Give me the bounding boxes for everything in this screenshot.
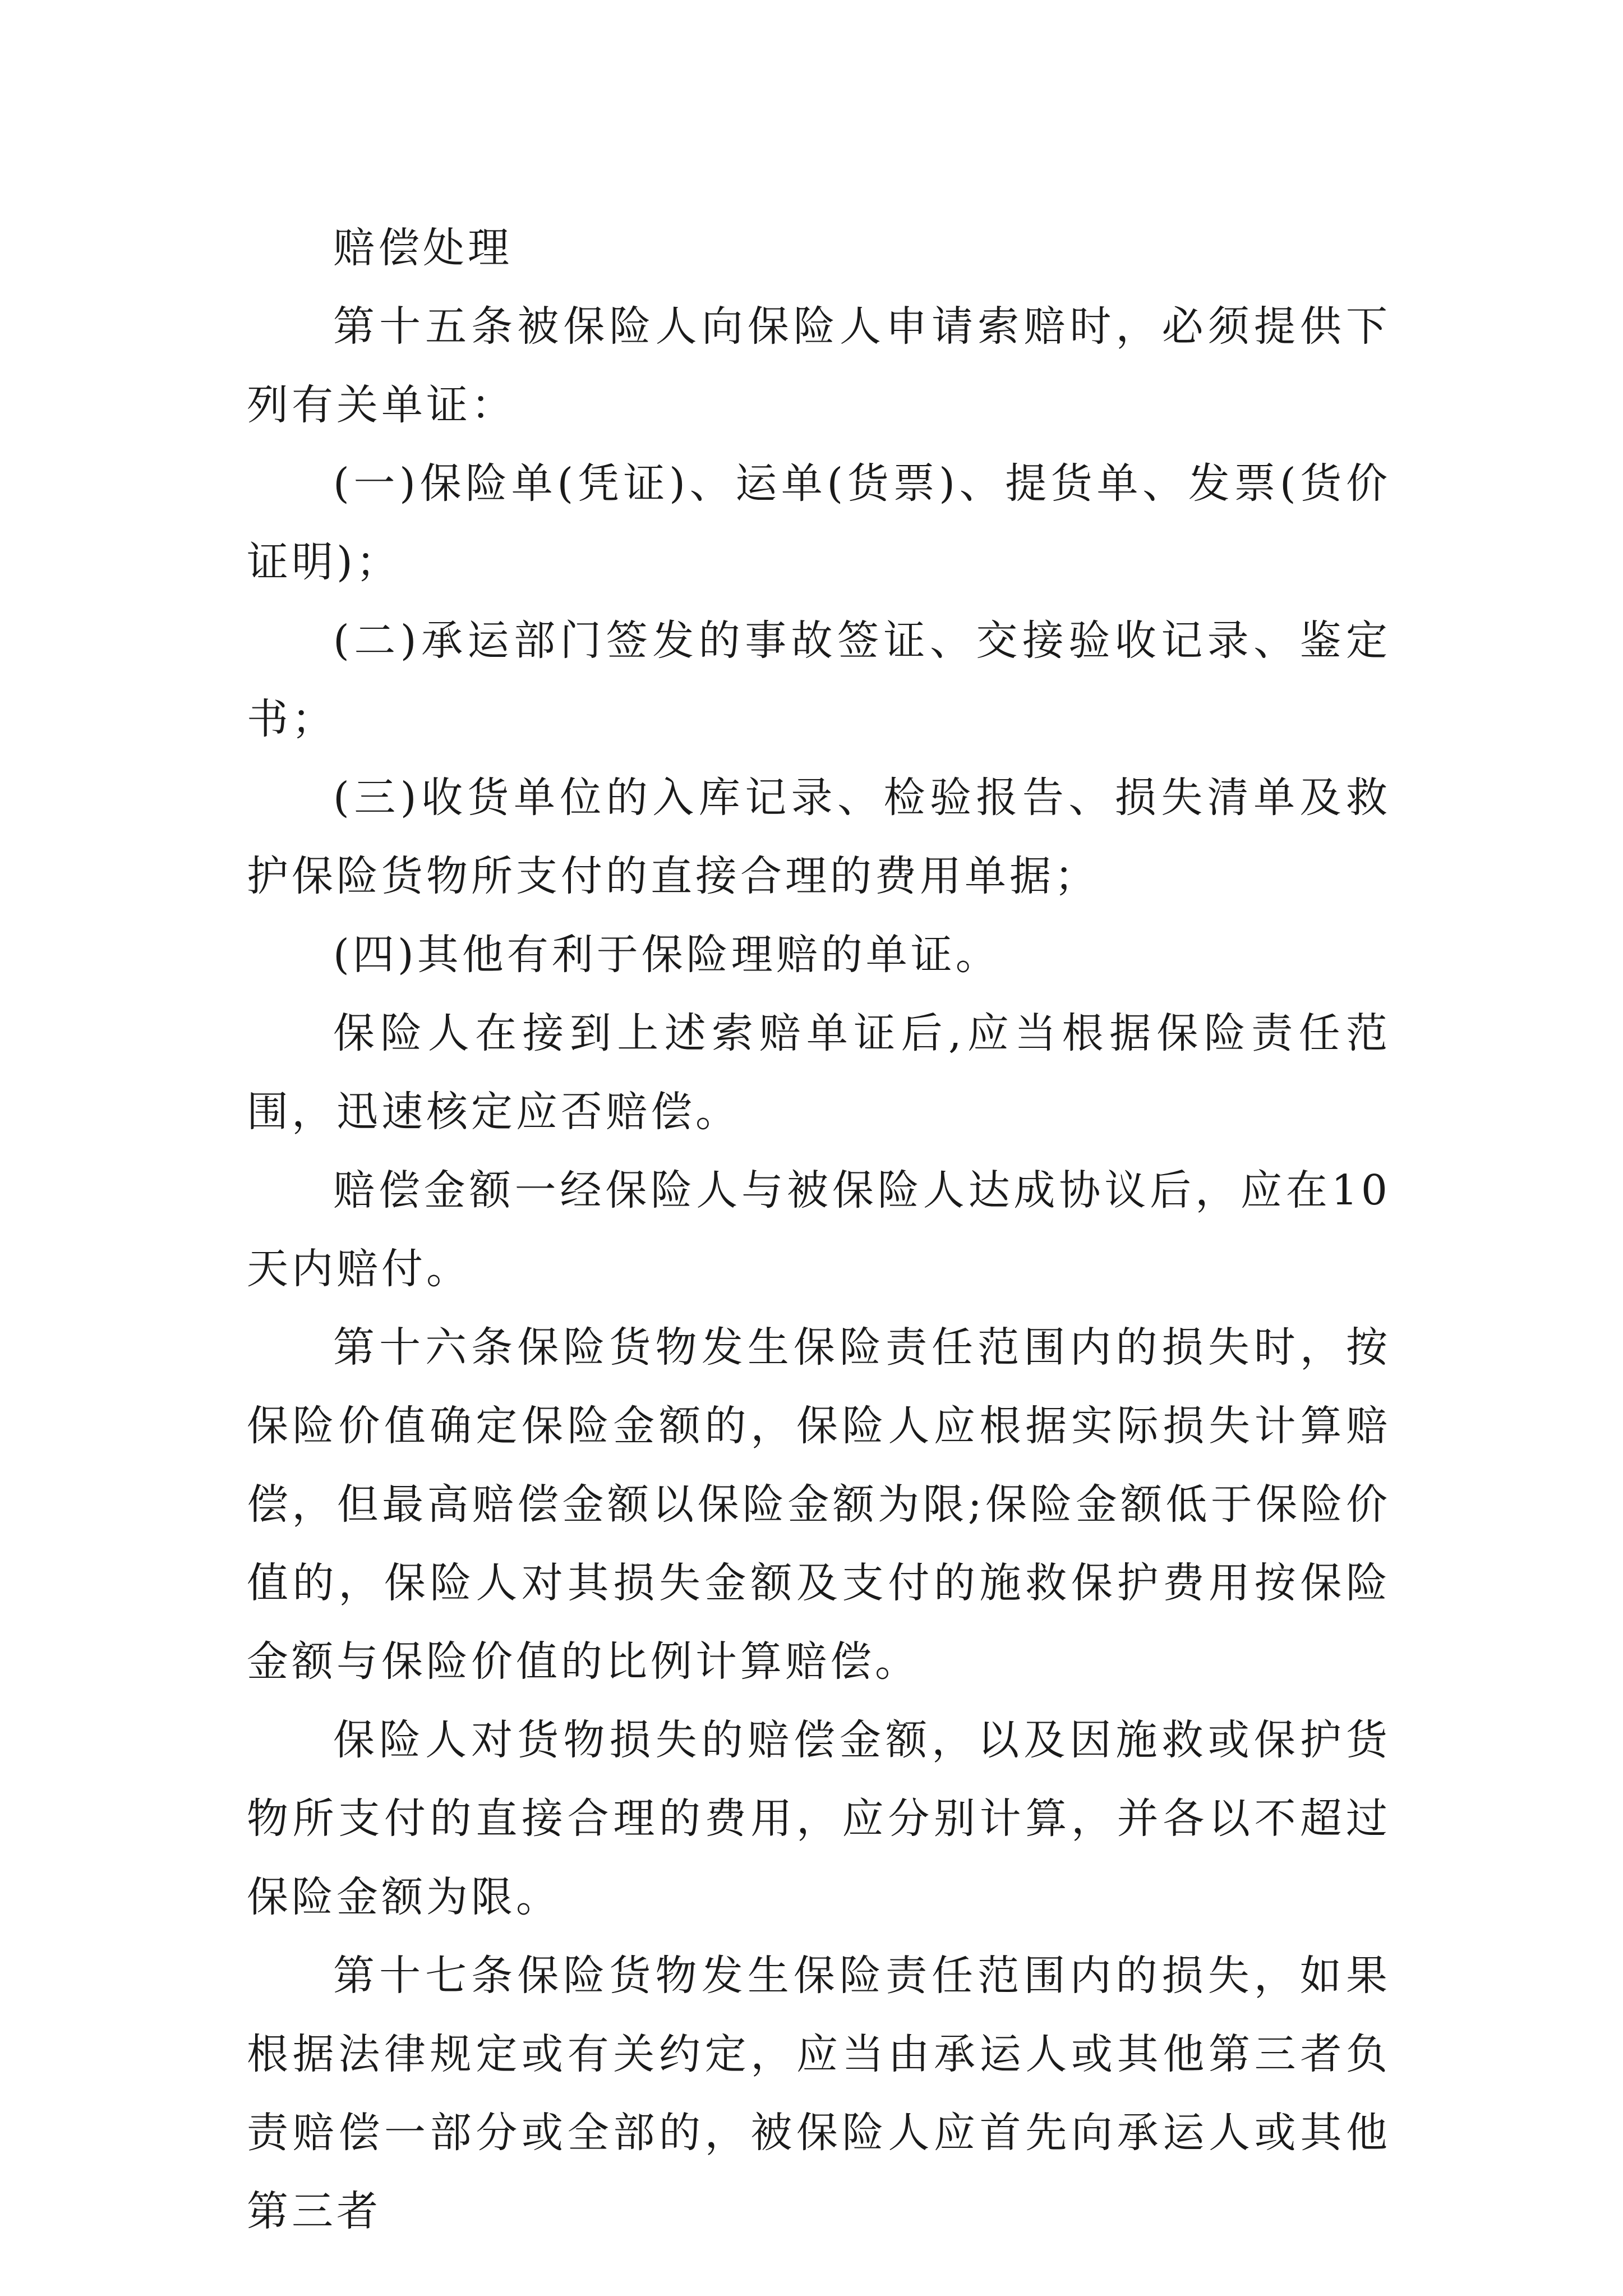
paragraph-article-15: 第十五条被保险人向保险人申请索赔时，必须提供下列有关单证： [247,302,1391,429]
paragraph-separate-calculation: 保险人对货物损失的赔偿金额，以及因施救或保护货物所支付的直接合理的费用，应分别计算，并各以不超过保险金额为限。 [247,1716,1391,1921]
list-item-1: (一)保险单(凭证)、运单(货票)、提货单、发票(货价证明)； [247,459,1391,586]
document-body [247,209,1391,2251]
paragraph-article-17: 第十七条保险货物发生保险责任范围内的损失，如果根据法律规定或有关约定，应当由承运人或其他第三者负责赔偿一部分或全部的，被保险人应首先向承运人或其他第三者 [247,1952,1391,2235]
paragraph-claim-review: 保险人在接到上述索赔单证后,应当根据保险责任范围，迅速核定应否赔偿。 [247,1009,1391,1136]
paragraph-article-16: 第十六条保险货物发生保险责任范围内的损失时，按保险价值确定保险金额的，保险人应根据实际损失计算赔偿，但最高赔偿金额以保险金额为限;保险金额低于保险价值的，保险人对其损失金额及支付的施救保护费用按保险金额与保险价值的比例计算赔偿。 [247,1323,1391,1686]
list-item-2: (二)承运部门签发的事故签证、交接验收记录、鉴定书； [247,616,1391,743]
section-heading: 赔偿处理 [333,224,513,272]
paragraph-payment-term: 赔偿金额一经保险人与被保险人达成协议后，应在10天内赔付。 [247,1166,1391,1293]
list-item-3: (三)收货单位的入库记录、检验报告、损失清单及救护保险货物所支付的直接合理的费用单据； [247,774,1391,900]
list-item-4: (四)其他有利于保险理赔的单证。 [333,931,1000,979]
